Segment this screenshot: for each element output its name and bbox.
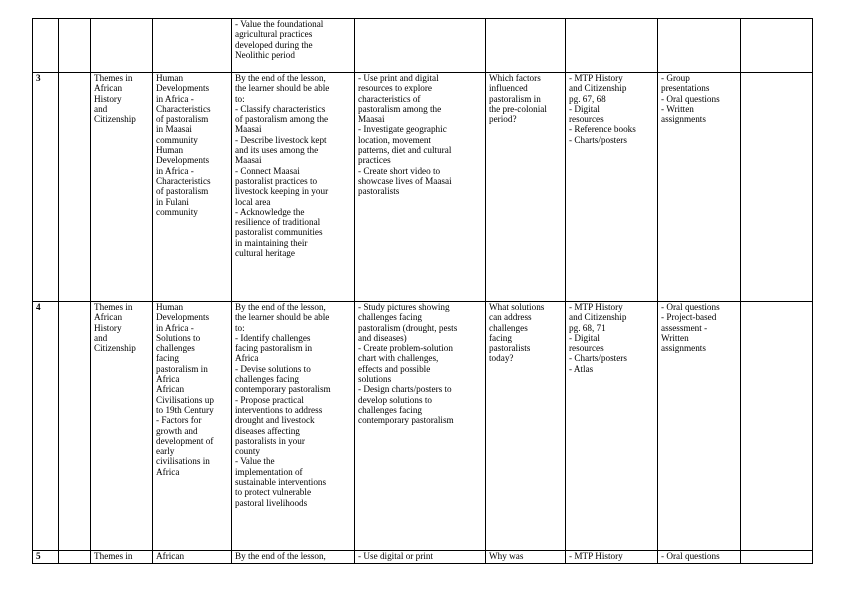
cell-line: Developments: [156, 312, 210, 323]
cell-line: pastoralist practices to: [235, 175, 318, 186]
cell-line: resources: [569, 114, 604, 125]
cell-line: the pre-colonial: [489, 103, 547, 114]
table-row: [33, 73, 813, 302]
week-cell: 4: [33, 302, 59, 551]
cell-line: What solutions: [489, 302, 545, 312]
cell-line: - Digital: [569, 103, 600, 114]
learning-resources-cell: [566, 302, 658, 551]
key-inquiry-question-cell: [486, 73, 566, 302]
key-inquiry-question-cell: [486, 302, 566, 551]
cell-line: - Use print and digital: [358, 73, 439, 83]
week-cell: [33, 19, 59, 73]
cell-line: and: [94, 332, 108, 343]
cell-line: pastoralism among the: [358, 103, 442, 114]
cell-line: - Oral questions: [661, 93, 720, 104]
cell-line: pastoralism in: [489, 93, 541, 104]
learning-resources-cell: [566, 551, 658, 564]
table-row: [33, 302, 813, 551]
cell-line: challenges: [156, 343, 195, 354]
cell-line: facing pastoralism in: [235, 343, 313, 354]
scheme-of-work-table: [32, 18, 813, 564]
cell-line: influenced: [489, 83, 528, 94]
cell-line: African: [94, 312, 123, 323]
cell-line: - Oral questions: [661, 551, 720, 561]
cell-line: challenges facing: [235, 374, 300, 385]
week-cell: 3: [33, 73, 59, 302]
cell-line: to protect vulnerable: [235, 487, 312, 498]
cell-line: to 19th Century: [156, 404, 214, 415]
cell-line: diseases affecting: [235, 425, 300, 436]
learning-experiences-cell: [355, 19, 486, 73]
cell-line: livestock keeping in your: [235, 186, 329, 197]
assessment-cell: [658, 73, 741, 302]
cell-line: and Citizenship: [569, 312, 627, 323]
strand-cell: [91, 73, 153, 302]
cell-line: facing: [489, 332, 512, 343]
cell-line: Developments: [156, 155, 210, 166]
cell-line: Africa: [156, 466, 180, 477]
cell-line: Written: [661, 332, 689, 343]
cell-line: pastoralism (drought, pests: [358, 322, 458, 333]
cell-line: in Maasai: [156, 124, 192, 135]
cell-line: in Africa -: [156, 322, 194, 333]
cell-line: pastoralists: [358, 186, 400, 197]
cell-line: resilience of traditional: [235, 217, 321, 228]
cell-line: contemporary pastoralism: [235, 384, 331, 395]
cell-line: patterns, diet and cultural: [358, 145, 452, 156]
cell-line: developed during the: [235, 39, 313, 50]
learning-outcomes-cell: [232, 551, 355, 564]
cell-line: - Written: [661, 103, 694, 114]
cell-line: Solutions to: [156, 332, 201, 343]
cell-line: location, movement: [358, 134, 431, 145]
lesson-cell: [59, 551, 91, 564]
cell-line: Maasai: [235, 155, 262, 166]
strand-cell: [91, 551, 153, 564]
learning-outcomes-cell: [232, 302, 355, 551]
cell-line: and Citizenship: [569, 83, 627, 94]
cell-line: assignments: [661, 343, 706, 354]
cell-line: - Value the: [235, 456, 275, 467]
learning-resources-cell: [566, 19, 658, 73]
table-row: [33, 551, 813, 564]
cell-line: Themes in: [94, 551, 133, 561]
cell-line: pastoralists in your: [235, 435, 305, 446]
remarks-cell: [741, 551, 813, 564]
week-cell: 5: [33, 551, 59, 564]
cell-line: Civilisations up: [156, 394, 214, 405]
cell-line: showcase lives of Maasai: [358, 175, 452, 186]
cell-line: - Project-based: [661, 312, 717, 323]
cell-line: - Use digital or print: [358, 551, 434, 561]
cell-line: - Classify characteristics: [235, 103, 326, 114]
cell-line: - Atlas: [569, 363, 594, 374]
cell-line: - Create short video to: [358, 165, 441, 176]
cell-line: in Fulani: [156, 196, 189, 207]
cell-line: - MTP History: [569, 551, 623, 561]
cell-line: Africa: [235, 353, 259, 364]
cell-line: today?: [489, 353, 514, 364]
cell-line: facing: [156, 353, 179, 364]
remarks-cell: [741, 73, 813, 302]
learning-experiences-cell: [355, 73, 486, 302]
cell-line: - Investigate geographic: [358, 124, 447, 135]
cell-line: - Group: [661, 73, 690, 83]
cell-line: - Identify challenges: [235, 332, 311, 343]
cell-line: sustainable interventions: [235, 477, 327, 488]
cell-line: challenges facing: [358, 404, 423, 415]
cell-line: African: [94, 83, 123, 94]
cell-line: By the end of the lesson,: [235, 73, 326, 83]
cell-line: Developments: [156, 83, 210, 94]
cell-line: By the end of the lesson,: [235, 551, 326, 561]
sub-strand-cell: [153, 302, 232, 551]
cell-line: in Africa -: [156, 165, 194, 176]
strand-cell: [91, 19, 153, 73]
cell-line: pastoralists: [489, 343, 531, 354]
assessment-cell: [658, 551, 741, 564]
cell-line: - Devise solutions to: [235, 363, 311, 374]
cell-line: can address: [489, 312, 532, 323]
cell-line: early: [156, 446, 175, 457]
cell-line: - Design charts/posters to: [358, 384, 452, 395]
cell-line: and: [94, 103, 108, 114]
assessment-cell: [658, 302, 741, 551]
learning-experiences-cell: [355, 302, 486, 551]
cell-line: local area: [235, 196, 271, 207]
learning-experiences-cell: [355, 551, 486, 564]
cell-line: History: [94, 93, 122, 104]
cell-line: county: [235, 446, 261, 457]
remarks-cell: [741, 19, 813, 73]
cell-line: resources: [569, 343, 604, 354]
cell-line: cultural heritage: [235, 248, 295, 259]
strand-cell: [91, 302, 153, 551]
cell-line: - Connect Maasai: [235, 165, 300, 176]
cell-line: and diseases): [358, 332, 407, 343]
cell-line: African: [156, 384, 185, 395]
cell-line: Why was: [489, 551, 524, 561]
cell-line: and its uses among the: [235, 145, 319, 156]
cell-line: - Create problem-solution: [358, 343, 453, 354]
learning-outcomes-cell: [232, 73, 355, 302]
cell-line: period?: [489, 114, 517, 125]
cell-line: African: [156, 551, 185, 561]
cell-line: pastoral livelihoods: [235, 497, 308, 508]
cell-line: pastoralist communities: [235, 227, 323, 238]
cell-line: chart with challenges,: [358, 353, 439, 364]
cell-line: - Factors for: [156, 415, 202, 426]
cell-line: interventions to address: [235, 404, 323, 415]
cell-line: - MTP History: [569, 302, 623, 312]
cell-line: community: [156, 206, 198, 217]
cell-line: contemporary pastoralism: [358, 415, 454, 426]
cell-line: civilisations in: [156, 456, 210, 467]
cell-line: History: [94, 322, 122, 333]
cell-line: develop solutions to: [358, 394, 433, 405]
cell-line: of pastoralism among the: [235, 114, 329, 125]
cell-line: characteristics of: [358, 93, 421, 104]
cell-line: in Africa -: [156, 93, 194, 104]
cell-line: Human: [156, 302, 184, 312]
cell-line: Africa: [156, 374, 180, 385]
learning-outcomes-cell: [232, 19, 355, 73]
lesson-cell: [59, 302, 91, 551]
cell-line: - Propose practical: [235, 394, 304, 405]
cell-line: Citizenship: [94, 114, 136, 125]
key-inquiry-question-cell: [486, 19, 566, 73]
cell-line: development of: [156, 435, 214, 446]
cell-line: Human: [156, 73, 184, 83]
cell-line: Neolithic period: [235, 49, 295, 60]
cell-line: Maasai: [235, 124, 262, 135]
cell-line: growth and: [156, 425, 198, 436]
cell-line: Themes in: [94, 73, 133, 83]
cell-line: Human: [156, 145, 184, 156]
cell-line: in maintaining their: [235, 237, 308, 248]
cell-line: of pastoralism: [156, 114, 209, 125]
cell-line: Which factors: [489, 73, 541, 83]
cell-line: - MTP History: [569, 73, 623, 83]
cell-line: - Charts/posters: [569, 353, 627, 364]
remarks-cell: [741, 302, 813, 551]
cell-line: the learner should be able: [235, 312, 330, 323]
lesson-cell: [59, 73, 91, 302]
lesson-cell: [59, 19, 91, 73]
cell-line: Themes in: [94, 302, 133, 312]
cell-line: - Oral questions: [661, 302, 720, 312]
sub-strand-cell: [153, 73, 232, 302]
cell-line: practices: [358, 155, 391, 166]
cell-line: Maasai: [358, 114, 385, 125]
sub-strand-cell: [153, 551, 232, 564]
cell-line: - Charts/posters: [569, 134, 627, 145]
assessment-cell: [658, 19, 741, 73]
cell-line: resources to explore: [358, 83, 432, 94]
cell-line: By the end of the lesson,: [235, 302, 326, 312]
cell-line: of pastoralism: [156, 186, 209, 197]
table-body: [33, 19, 813, 564]
cell-line: presentations: [661, 83, 710, 94]
cell-line: - Study pictures showing: [358, 302, 450, 312]
sub-strand-cell: [153, 19, 232, 73]
cell-line: drought and livestock: [235, 415, 315, 426]
cell-line: pg. 67, 68: [569, 93, 606, 104]
key-inquiry-question-cell: [486, 551, 566, 564]
cell-line: Characteristics: [156, 103, 211, 114]
cell-line: agricultural practices: [235, 29, 313, 40]
cell-line: assignments: [661, 114, 706, 125]
cell-line: to:: [235, 322, 245, 333]
cell-line: the learner should be able: [235, 83, 330, 94]
cell-line: assessment -: [661, 322, 708, 333]
cell-line: pastoralism in: [156, 363, 208, 374]
cell-line: to:: [235, 93, 245, 104]
cell-line: community: [156, 134, 198, 145]
cell-line: effects and possible: [358, 363, 431, 374]
cell-line: - Reference books: [569, 124, 636, 135]
learning-resources-cell: [566, 73, 658, 302]
cell-line: - Describe livestock kept: [235, 134, 327, 145]
cell-line: Characteristics: [156, 175, 211, 186]
cell-line: challenges facing: [358, 312, 423, 323]
cell-line: - Acknowledge the: [235, 206, 305, 217]
cell-line: challenges: [489, 322, 528, 333]
table-row: [33, 19, 813, 73]
cell-line: - Value the foundational: [235, 19, 324, 29]
cell-line: implementation of: [235, 466, 303, 477]
cell-line: - Digital: [569, 332, 600, 343]
cell-line: pg. 68, 71: [569, 322, 606, 333]
cell-line: solutions: [358, 374, 392, 385]
cell-line: Citizenship: [94, 343, 136, 354]
